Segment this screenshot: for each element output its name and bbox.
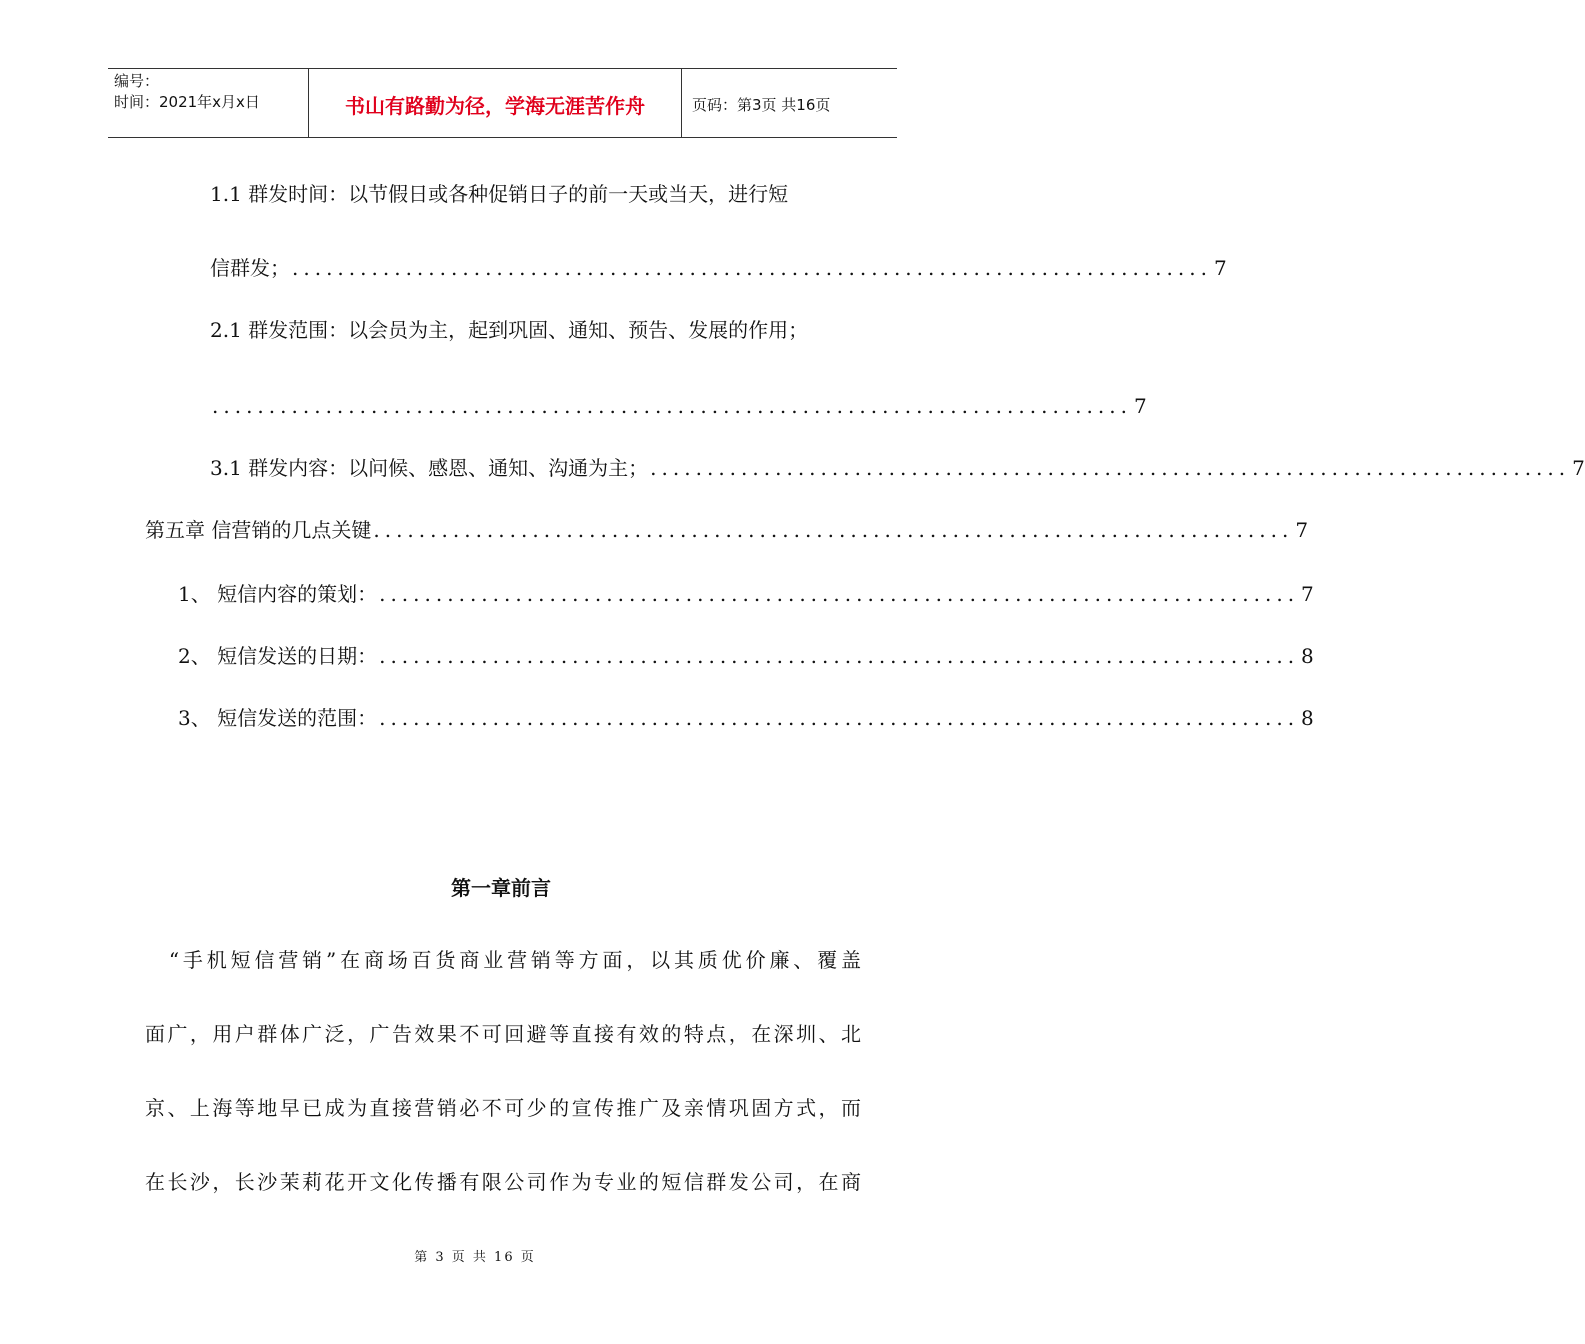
toc-item-5-3 [178, 704, 1314, 732]
header-number: 编号： [114, 72, 160, 90]
toc-page: 8 [1301, 644, 1314, 668]
header-time: 时间：2021年x月x日 [114, 93, 260, 111]
toc-page: 7 [1572, 456, 1585, 480]
toc-text: 2、 短信发送的日期： [178, 644, 378, 668]
toc-leader: ................................................................................. [650, 456, 1571, 480]
chapter-title: 第一章前言 [451, 876, 551, 900]
toc-item-1-1 [210, 180, 862, 208]
toc-page: 7 [1295, 518, 1309, 542]
toc-text: 3、 短信发送的范围： [178, 706, 378, 730]
header-page-info: 页码：第3页 共16页 [692, 95, 831, 114]
toc-item-3-1 [210, 454, 1585, 482]
page-footer: 第 3 页 共 16 页 [414, 1250, 536, 1265]
toc-item-2-1-cont [210, 392, 1147, 420]
paragraph-line: “手机短信营销”在商场百货商业营销等方面，以其质优价廉、覆盖 [145, 948, 861, 972]
paragraph-line: 在长沙，长沙茉莉花开文化传播有限公司作为专业的短信群发公司，在商 [145, 1170, 861, 1194]
toc-page: 8 [1301, 706, 1314, 730]
header-meta [108, 69, 308, 137]
toc-item-1-1-cont [210, 254, 1227, 282]
toc-page: 7 [1133, 394, 1147, 418]
toc-leader: ................................................................................. [212, 394, 1132, 418]
toc-item-5-2 [178, 642, 1314, 670]
toc-text: 3.1 群发内容：以问候、感恩、通知、沟通为主； [210, 456, 649, 480]
toc-leader: ................................................................................. [379, 706, 1300, 730]
toc-leader: ................................................................................. [373, 518, 1294, 542]
toc-leader: ................................................................................. [292, 256, 1212, 280]
toc-text: 信群发； [210, 256, 290, 280]
toc-text: 第五章 信营销的几点关键 [145, 518, 372, 542]
toc-text: 1.1 群发时间：以节假日或各种促销日子的前一天或当天，进行短 [210, 182, 789, 206]
toc-leader: ................................................................................. [379, 644, 1300, 668]
toc-page: 7 [1301, 582, 1314, 606]
toc-page: 7 [1213, 256, 1227, 280]
toc-item-2-1 [210, 316, 882, 344]
toc-leader: ................................................................................. [379, 582, 1300, 606]
toc-chapter-5 [145, 516, 1309, 544]
paragraph-line: 京、上海等地早已成为直接营销必不可少的宣传推广及亲情巩固方式，而 [145, 1096, 861, 1120]
page-header [108, 68, 897, 138]
paragraph-line: 面广，用户群体广泛，广告效果不可回避等直接有效的特点，在深圳、北 [145, 1022, 861, 1046]
header-motto: 书山有路勤为径，学海无涯苦作舟 [308, 69, 682, 137]
toc-text: 1、 短信内容的策划： [178, 582, 378, 606]
toc-item-5-1 [178, 580, 1314, 608]
toc-text: 2.1 群发范围：以会员为主，起到巩固、通知、预告、发展的作用； [210, 318, 809, 342]
